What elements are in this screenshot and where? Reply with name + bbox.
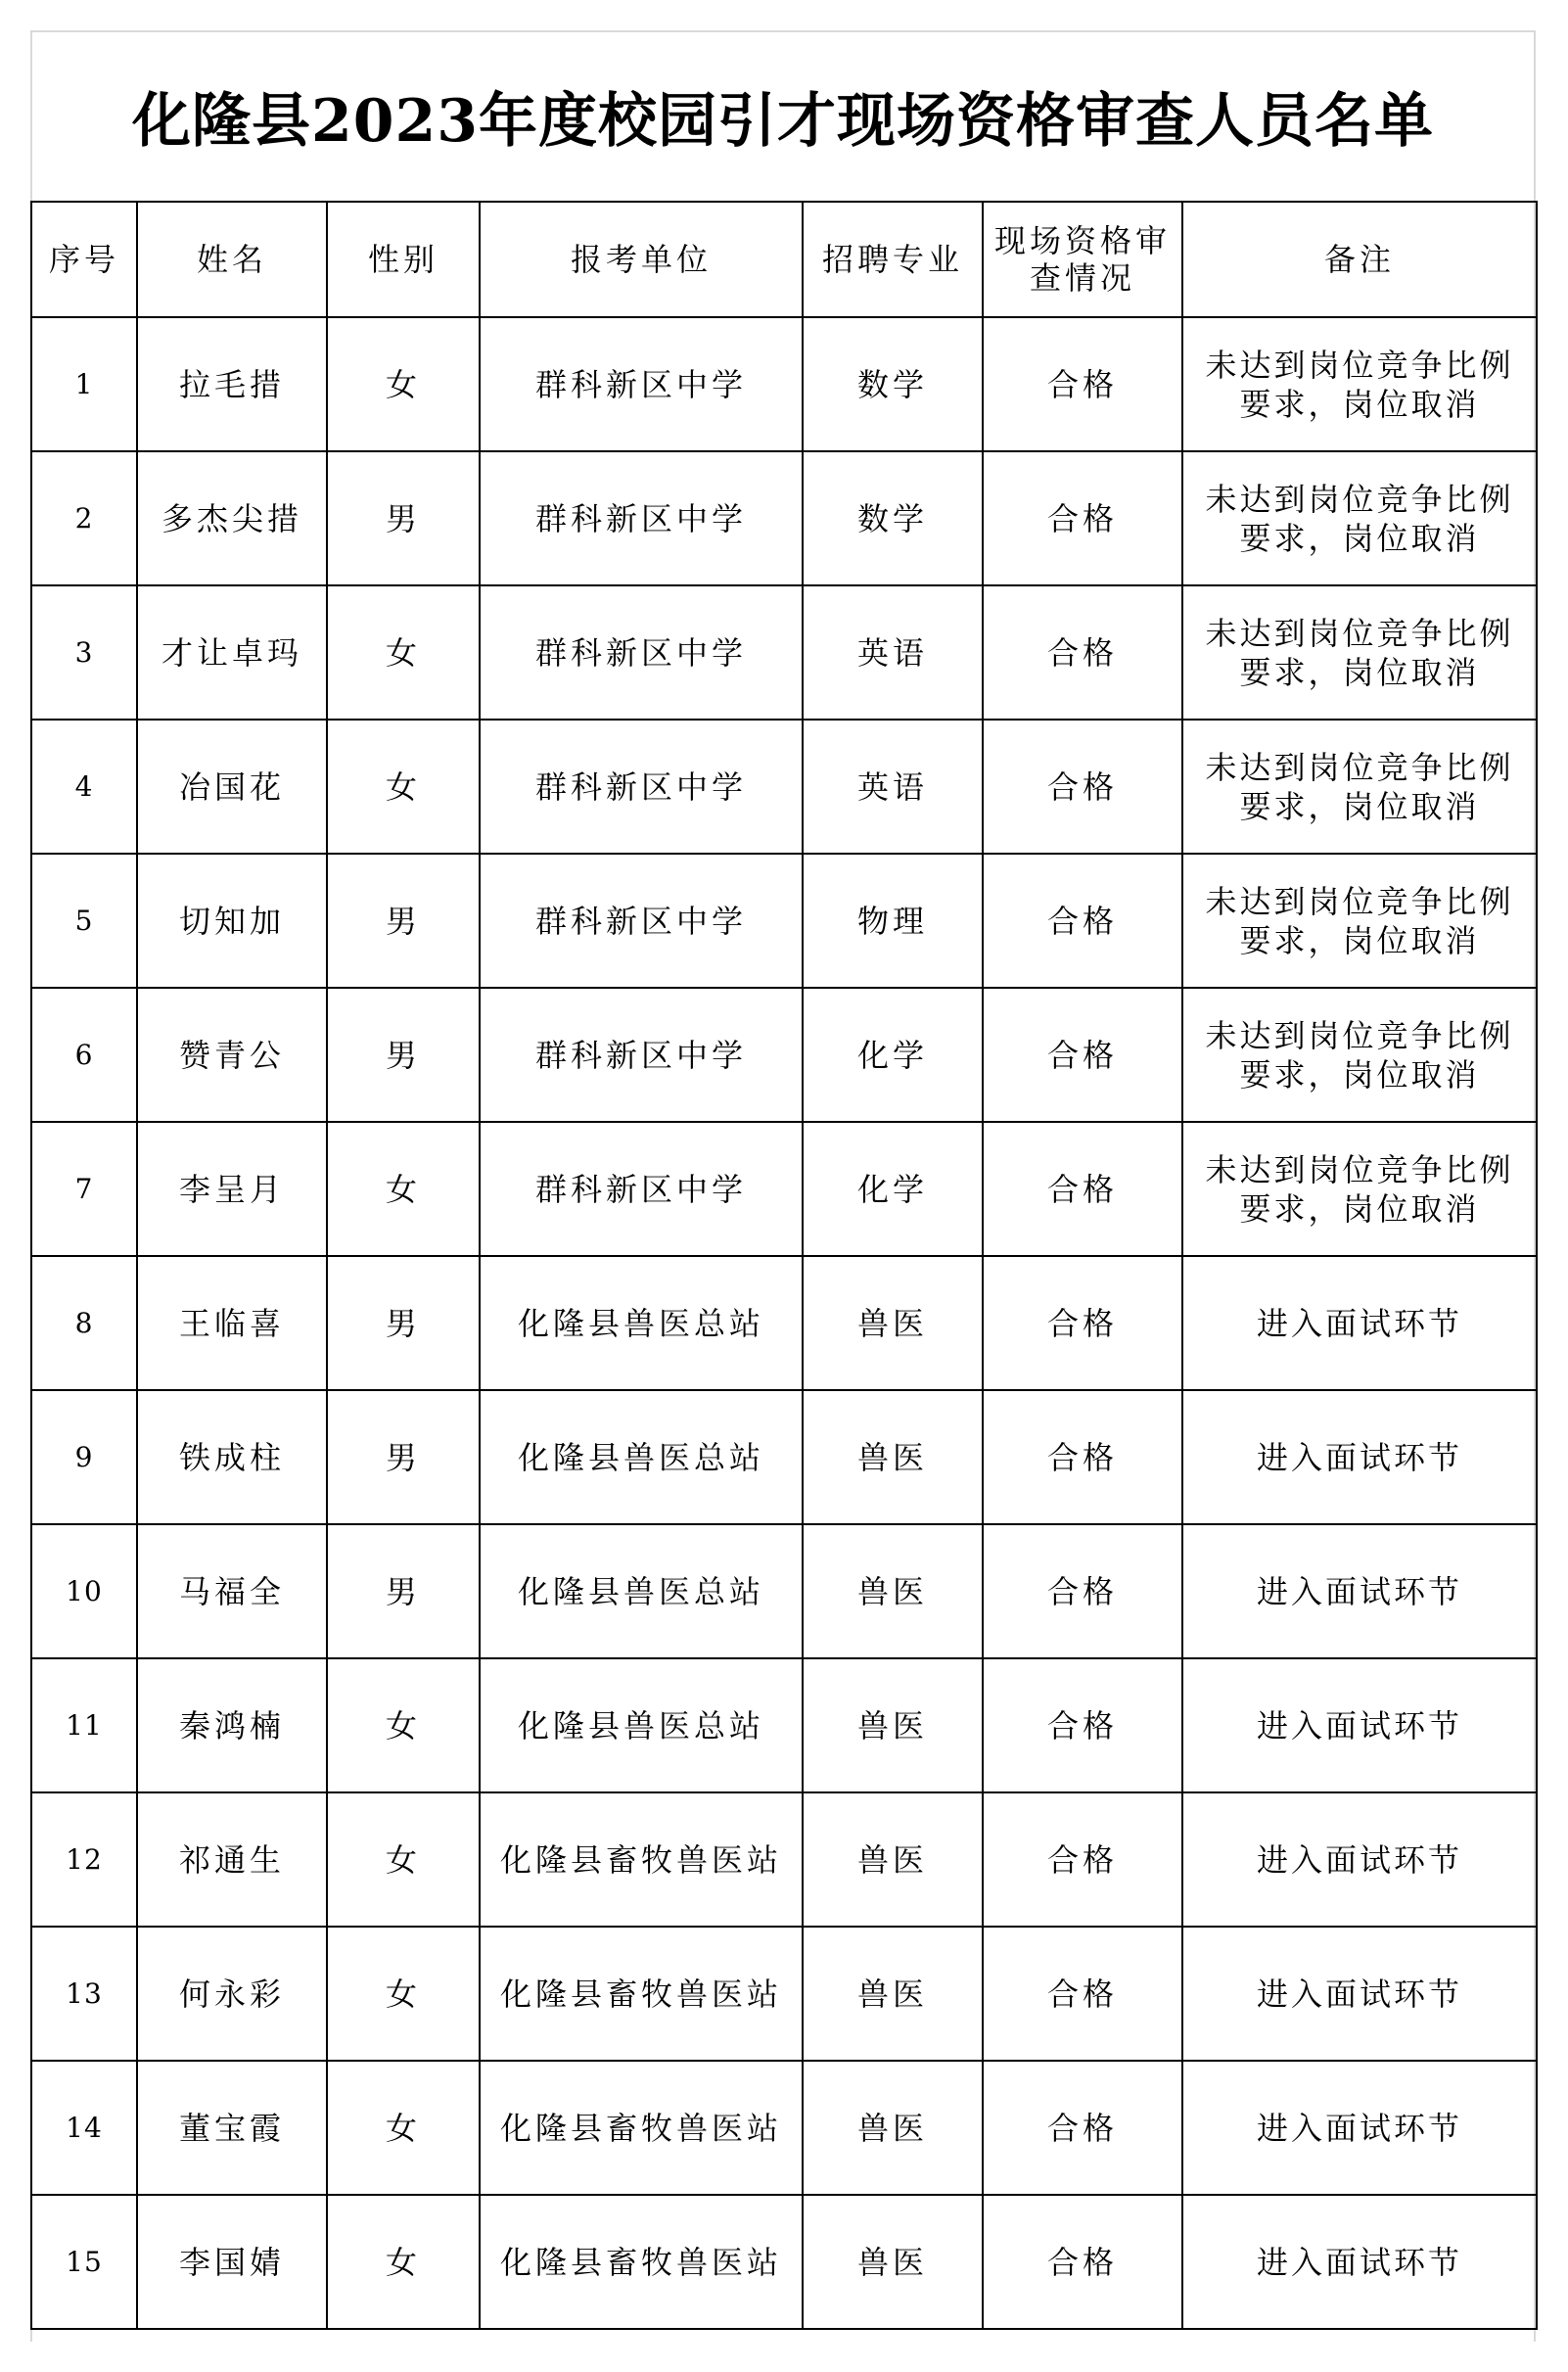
cell-sex: 女	[327, 2195, 480, 2329]
cell-name: 铁成柱	[137, 1390, 327, 1524]
cell-major: 兽医	[803, 2195, 983, 2329]
cell-sex: 女	[327, 1122, 480, 1256]
cell-major: 兽医	[803, 1390, 983, 1524]
cell-no: 9	[31, 1390, 137, 1524]
cell-status: 合格	[983, 1256, 1182, 1390]
cell-unit: 化隆县畜牧兽医站	[480, 2195, 803, 2329]
table-row	[31, 451, 1537, 585]
cell-sex: 男	[327, 451, 480, 585]
cell-status: 合格	[983, 854, 1182, 988]
header-remark: 备注	[1182, 202, 1537, 317]
table-row	[31, 720, 1537, 854]
cell-major: 数学	[803, 317, 983, 451]
cell-status: 合格	[983, 1658, 1182, 1792]
cell-no: 11	[31, 1658, 137, 1792]
cell-name: 祁通生	[137, 1792, 327, 1927]
cell-remark: 进入面试环节	[1182, 1658, 1537, 1792]
cell-no: 6	[31, 988, 137, 1122]
cell-unit: 化隆县兽医总站	[480, 1390, 803, 1524]
table-body	[31, 317, 1537, 2329]
cell-no: 12	[31, 1792, 137, 1927]
cell-no: 2	[31, 451, 137, 585]
cell-remark: 未达到岗位竞争比例要求，岗位取消	[1182, 317, 1537, 451]
cell-no: 8	[31, 1256, 137, 1390]
cell-unit: 化隆县畜牧兽医站	[480, 2061, 803, 2195]
cell-status: 合格	[983, 451, 1182, 585]
cell-unit: 群科新区中学	[480, 451, 803, 585]
table-row	[31, 1658, 1537, 1792]
document-sheet	[30, 30, 1536, 2342]
cell-no: 10	[31, 1524, 137, 1658]
cell-unit: 群科新区中学	[480, 1122, 803, 1256]
table-row	[31, 988, 1537, 1122]
cell-status: 合格	[983, 2061, 1182, 2195]
cell-name: 秦鸿楠	[137, 1658, 327, 1792]
cell-name: 冶国花	[137, 720, 327, 854]
cell-major: 兽医	[803, 1658, 983, 1792]
cell-sex: 女	[327, 2061, 480, 2195]
cell-unit: 化隆县畜牧兽医站	[480, 1927, 803, 2061]
cell-no: 1	[31, 317, 137, 451]
cell-major: 兽医	[803, 1524, 983, 1658]
cell-major: 兽医	[803, 1927, 983, 2061]
cell-remark: 进入面试环节	[1182, 1927, 1537, 2061]
header-sex: 性别	[327, 202, 480, 317]
cell-name: 马福全	[137, 1524, 327, 1658]
cell-name: 才让卓玛	[137, 585, 327, 720]
table-row	[31, 2061, 1537, 2195]
cell-sex: 男	[327, 988, 480, 1122]
table-row	[31, 2195, 1537, 2329]
cell-remark: 进入面试环节	[1182, 1390, 1537, 1524]
cell-unit: 化隆县畜牧兽医站	[480, 1792, 803, 1927]
cell-status: 合格	[983, 2195, 1182, 2329]
candidate-table	[30, 201, 1538, 2330]
cell-name: 多杰尖措	[137, 451, 327, 585]
cell-unit: 群科新区中学	[480, 854, 803, 988]
cell-major: 兽医	[803, 1256, 983, 1390]
cell-no: 14	[31, 2061, 137, 2195]
cell-status: 合格	[983, 317, 1182, 451]
cell-remark: 进入面试环节	[1182, 1792, 1537, 1927]
table-row	[31, 1390, 1537, 1524]
cell-remark: 未达到岗位竞争比例要求，岗位取消	[1182, 854, 1537, 988]
document-title: 化隆县2023年度校园引才现场资格审查人员名单	[32, 32, 1534, 203]
table-header-row	[31, 202, 1537, 317]
cell-major: 物理	[803, 854, 983, 988]
cell-sex: 女	[327, 317, 480, 451]
cell-unit: 群科新区中学	[480, 585, 803, 720]
cell-major: 化学	[803, 988, 983, 1122]
cell-status: 合格	[983, 988, 1182, 1122]
cell-sex: 女	[327, 1792, 480, 1927]
cell-sex: 女	[327, 1927, 480, 2061]
cell-unit: 化隆县兽医总站	[480, 1524, 803, 1658]
cell-major: 兽医	[803, 2061, 983, 2195]
table-row	[31, 317, 1537, 451]
cell-status: 合格	[983, 1390, 1182, 1524]
cell-remark: 未达到岗位竞争比例要求，岗位取消	[1182, 585, 1537, 720]
header-status: 现场资格审查情况	[983, 202, 1182, 317]
header-unit: 报考单位	[480, 202, 803, 317]
cell-name: 董宝霞	[137, 2061, 327, 2195]
cell-unit: 群科新区中学	[480, 720, 803, 854]
table-row	[31, 854, 1537, 988]
header-name: 姓名	[137, 202, 327, 317]
cell-remark: 未达到岗位竞争比例要求，岗位取消	[1182, 451, 1537, 585]
cell-no: 3	[31, 585, 137, 720]
cell-sex: 男	[327, 1256, 480, 1390]
table-row	[31, 585, 1537, 720]
cell-remark: 进入面试环节	[1182, 1524, 1537, 1658]
cell-remark: 未达到岗位竞争比例要求，岗位取消	[1182, 1122, 1537, 1256]
table-row	[31, 1792, 1537, 1927]
table-row	[31, 1122, 1537, 1256]
cell-sex: 男	[327, 854, 480, 988]
cell-no: 5	[31, 854, 137, 988]
cell-name: 何永彩	[137, 1927, 327, 2061]
cell-unit: 群科新区中学	[480, 988, 803, 1122]
table-row	[31, 1524, 1537, 1658]
cell-sex: 女	[327, 1658, 480, 1792]
cell-status: 合格	[983, 1927, 1182, 2061]
cell-major: 数学	[803, 451, 983, 585]
cell-unit: 化隆县兽医总站	[480, 1658, 803, 1792]
cell-sex: 男	[327, 1524, 480, 1658]
cell-name: 拉毛措	[137, 317, 327, 451]
cell-unit: 群科新区中学	[480, 317, 803, 451]
cell-sex: 男	[327, 1390, 480, 1524]
cell-remark: 未达到岗位竞争比例要求，岗位取消	[1182, 988, 1537, 1122]
cell-remark: 未达到岗位竞争比例要求，岗位取消	[1182, 720, 1537, 854]
cell-major: 化学	[803, 1122, 983, 1256]
table-row	[31, 1256, 1537, 1390]
cell-no: 13	[31, 1927, 137, 2061]
cell-status: 合格	[983, 585, 1182, 720]
cell-sex: 女	[327, 720, 480, 854]
cell-major: 兽医	[803, 1792, 983, 1927]
cell-no: 7	[31, 1122, 137, 1256]
cell-remark: 进入面试环节	[1182, 2061, 1537, 2195]
cell-name: 李呈月	[137, 1122, 327, 1256]
cell-unit: 化隆县兽医总站	[480, 1256, 803, 1390]
cell-status: 合格	[983, 1524, 1182, 1658]
cell-major: 英语	[803, 585, 983, 720]
cell-sex: 女	[327, 585, 480, 720]
header-major: 招聘专业	[803, 202, 983, 317]
cell-remark: 进入面试环节	[1182, 2195, 1537, 2329]
cell-remark: 进入面试环节	[1182, 1256, 1537, 1390]
table-row	[31, 1927, 1537, 2061]
cell-status: 合格	[983, 720, 1182, 854]
cell-name: 赞青公	[137, 988, 327, 1122]
cell-status: 合格	[983, 1122, 1182, 1256]
cell-name: 李国婧	[137, 2195, 327, 2329]
cell-name: 王临喜	[137, 1256, 327, 1390]
cell-major: 英语	[803, 720, 983, 854]
cell-status: 合格	[983, 1792, 1182, 1927]
header-no: 序号	[31, 202, 137, 317]
cell-no: 4	[31, 720, 137, 854]
cell-name: 切知加	[137, 854, 327, 988]
cell-no: 15	[31, 2195, 137, 2329]
